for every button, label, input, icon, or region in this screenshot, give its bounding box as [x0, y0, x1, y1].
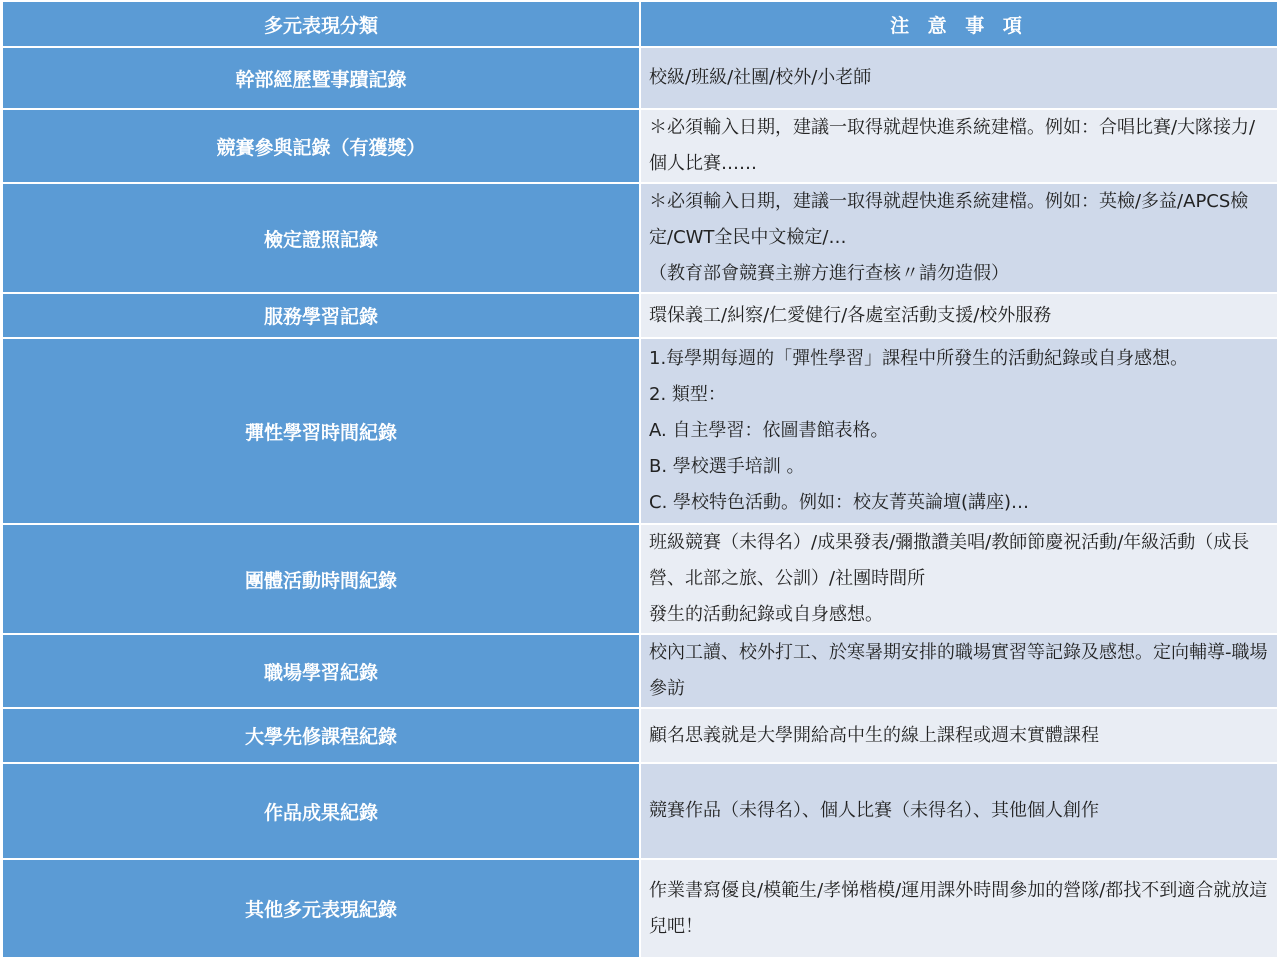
- row-category: 團體活動時間紀錄: [2, 524, 640, 634]
- notes-table: [1, 0, 1279, 959]
- row-notes: [640, 338, 1278, 524]
- table-row: [2, 293, 1278, 338]
- note-line: 競賽作品（未得名）、個人比賽（未得名）、其他個人創作: [649, 800, 1099, 821]
- note-line: 顧名思義就是大學開給高中生的線上課程或週末實體課程: [649, 724, 1099, 746]
- note-line: ＊必須輸入日期，建議一取得就趕快進系統建檔。例如：合唱比賽/大隊接力/個人比賽……: [649, 117, 1256, 174]
- table-row: [2, 763, 1278, 859]
- row-notes: [640, 47, 1278, 109]
- row-category: 檢定證照記錄: [2, 183, 640, 293]
- note-line: （教育部會競賽主辦方進行查核〃請勿造假）: [649, 263, 1009, 284]
- row-category: 其他多元表現紀錄: [2, 859, 640, 958]
- note-line: 班級競賽（未得名）/成果發表/彌撒讚美唱/教師節慶祝活動/年級活動（成長營、北部之旅、公訓）/社團時間所: [649, 532, 1250, 589]
- row-notes: [640, 293, 1278, 338]
- row-category: 職場學習紀錄: [2, 634, 640, 708]
- table-row: [2, 183, 1278, 293]
- table-row: [2, 524, 1278, 634]
- table-row: [2, 708, 1278, 763]
- row-category: 競賽參與記錄（有獲獎）: [2, 109, 640, 183]
- header-notes: 注 意 事 項: [640, 1, 1278, 47]
- table-row: [2, 338, 1278, 524]
- row-notes: [640, 524, 1278, 634]
- note-line: 發生的活動紀錄或自身感想。: [649, 604, 883, 625]
- table-row: [2, 47, 1278, 109]
- table-row: [2, 859, 1278, 958]
- table-row: [2, 634, 1278, 708]
- row-notes: [640, 183, 1278, 293]
- header-row: [2, 1, 1278, 47]
- row-notes: [640, 634, 1278, 708]
- table-row: [2, 109, 1278, 183]
- row-notes: [640, 859, 1278, 958]
- header-category: 多元表現分類: [2, 1, 640, 47]
- row-category: 幹部經歷暨事蹟記錄: [2, 47, 640, 109]
- row-notes: [640, 109, 1278, 183]
- note-line: 2. 類型：: [649, 384, 726, 405]
- row-category: 彈性學習時間紀錄: [2, 338, 640, 524]
- note-line: 作業書寫優良/模範生/孝悌楷模/運用課外時間參加的營隊/都找不到適合就放這兒吧！: [649, 879, 1268, 937]
- note-line: 環保義工/糾察/仁愛健行/各處室活動支援/校外服務: [649, 304, 1052, 326]
- note-line: ＊必須輸入日期，建議一取得就趕快進系統建檔。例如：英檢/多益/APCS檢定/CWT全民中文檢定/…: [649, 191, 1249, 248]
- note-line: 1.每學期每週的「彈性學習」課程中所發生的活動紀錄或自身感想。: [649, 348, 1189, 369]
- row-category: 大學先修課程紀錄: [2, 708, 640, 763]
- note-line: 校內工讀、校外打工、於寒暑期安排的職場實習等記錄及感想。定向輔導-職場參訪: [649, 642, 1268, 699]
- row-category: 服務學習記錄: [2, 293, 640, 338]
- note-line: C. 學校特色活動。例如：校友菁英論壇(講座)…: [649, 492, 1030, 513]
- note-line: B. 學校選手培訓 。: [649, 456, 805, 477]
- row-notes: [640, 708, 1278, 763]
- note-line: 校級/班級/社團/校外/小老師: [649, 67, 872, 88]
- row-category: 作品成果紀錄: [2, 763, 640, 859]
- note-line: A. 自主學習：依圖書館表格。: [649, 420, 889, 441]
- row-notes: [640, 763, 1278, 859]
